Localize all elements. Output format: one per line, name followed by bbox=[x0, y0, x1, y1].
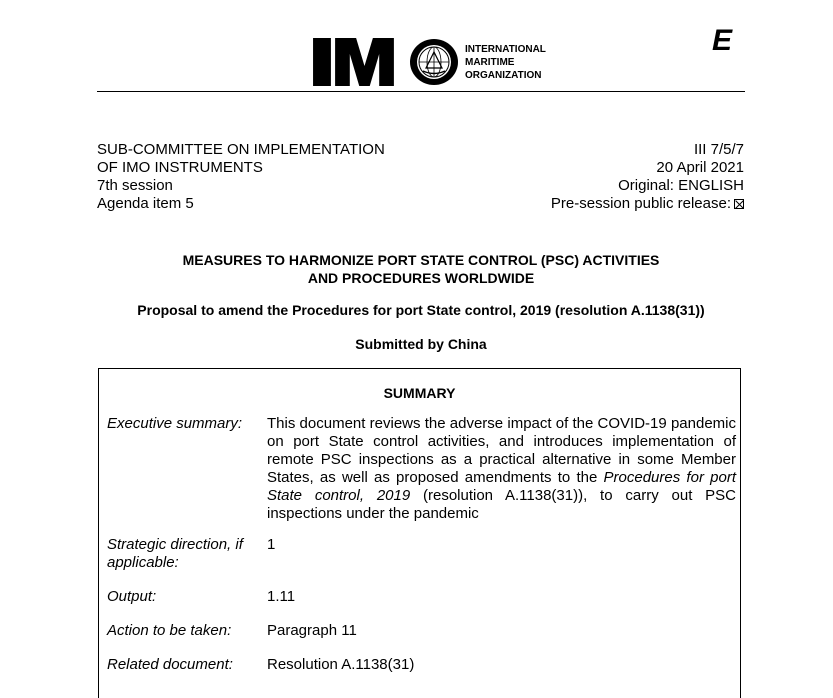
pre-session-label: Pre-session public release: bbox=[550, 195, 731, 212]
language-code: E bbox=[712, 24, 733, 57]
summary-heading: SUMMARY bbox=[383, 385, 456, 401]
committee-line-2: OF IMO INSTRUMENTS bbox=[97, 159, 263, 176]
original-language: Original: ENGLISH bbox=[618, 177, 744, 194]
document-symbol: III 7/5/7 bbox=[693, 141, 744, 158]
agenda-item: Agenda item 5 bbox=[97, 195, 194, 212]
checked-box-icon bbox=[734, 199, 744, 209]
output-value: 1.11 bbox=[267, 588, 296, 605]
executive-summary-label: Executive summary: bbox=[107, 415, 243, 432]
document-info bbox=[551, 141, 744, 213]
document-date: 20 April 2021 bbox=[656, 159, 744, 176]
organization-name: INTERNATIONAL MARITIME ORGANIZATION bbox=[465, 44, 546, 81]
output-label: Output: bbox=[107, 588, 157, 605]
imo-emblem-icon bbox=[409, 38, 459, 86]
executive-summary-value: This document reviews the adverse impact of the COVID-19 pandemic on port State control activities, and introduces implementation of remote PSC inspections as a practical alternative in some Member States, as well as proposed amendments to the Procedures for port State control, 2019 (resolution A.1138(31)), to carry out PSC inspections under the pandemic bbox=[267, 415, 736, 522]
strategic-direction-label: Strategic direction, if applicable: bbox=[107, 536, 243, 571]
committee-info bbox=[97, 141, 385, 213]
related-document-value: Resolution A.1138(31) bbox=[267, 656, 415, 673]
related-document-label: Related document: bbox=[107, 656, 233, 673]
action-value: Paragraph 11 bbox=[267, 622, 357, 639]
header-divider bbox=[97, 91, 745, 92]
document-title: MEASURES TO HARMONIZE PORT STATE CONTROL (PSC) ACTIVITIES AND PROCEDURES WORLDWIDE bbox=[182, 252, 660, 286]
summary-box bbox=[98, 368, 741, 698]
action-label: Action to be taken: bbox=[107, 622, 232, 639]
submitted-by: Submitted by China bbox=[355, 336, 487, 352]
pre-session-release bbox=[551, 195, 744, 213]
session: 7th session bbox=[97, 177, 173, 194]
proposal-title: Proposal to amend the Procedures for port State control, 2019 (resolution A.1138(31)) bbox=[137, 302, 705, 318]
committee-line-1: SUB-COMMITTEE ON IMPLEMENTATION bbox=[97, 141, 385, 158]
strategic-direction-value: 1 bbox=[267, 536, 276, 553]
imo-logo bbox=[312, 36, 562, 88]
